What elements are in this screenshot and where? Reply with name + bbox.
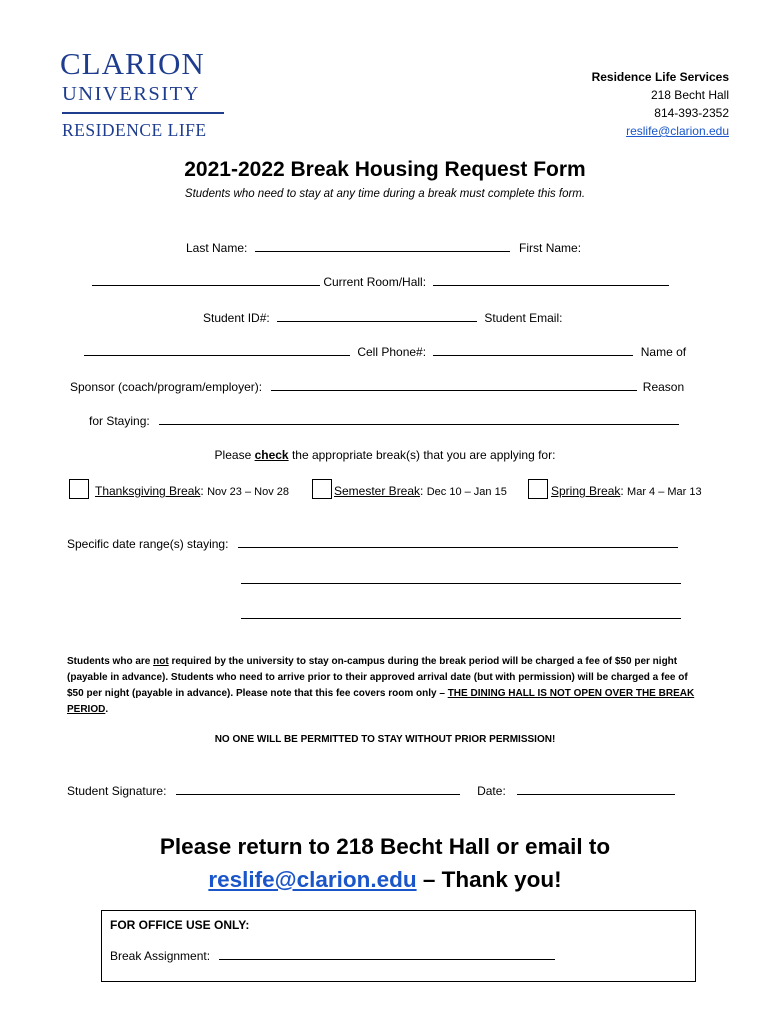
sponsor-field[interactable] <box>271 379 637 391</box>
last-name-row <box>186 240 581 255</box>
form-title: 2021-2022 Break Housing Request Form <box>184 158 586 181</box>
break-assignment-label: Break Assignment: <box>110 949 211 963</box>
date-label: Date: <box>477 784 506 798</box>
notice-text-1: Students who are <box>67 656 154 667</box>
fee-notice <box>67 654 707 718</box>
student-id-field[interactable] <box>277 310 477 322</box>
signature-field[interactable] <box>176 783 460 795</box>
current-room-label: Current Room/Hall: <box>323 275 427 289</box>
break-assignment-field[interactable] <box>219 948 555 960</box>
signature-row <box>67 783 675 798</box>
contact-email-link[interactable]: reslife@clarion.edu <box>626 124 729 138</box>
last-name-label: Last Name: <box>186 241 248 255</box>
for-staying-label: for Staying: <box>89 414 150 428</box>
spring-option: Spring Break: Mar 4 – Mar 13 <box>551 484 702 498</box>
current-room-field[interactable] <box>433 274 669 286</box>
last-name-field[interactable] <box>255 240 510 252</box>
date-range-row <box>67 536 678 551</box>
return-email-link[interactable]: reslife@clarion.edu <box>208 867 417 892</box>
name-of-label: Name of <box>640 345 687 359</box>
logo-divider <box>62 112 224 114</box>
thanksgiving-label: Thanksgiving Break <box>95 484 201 498</box>
sponsor-label: Sponsor (coach/program/employer): <box>70 380 263 394</box>
thanksgiving-checkbox[interactable] <box>69 479 89 499</box>
date-range-field-3[interactable] <box>241 607 681 619</box>
break-instruction <box>0 448 770 462</box>
return-instructions: Please return to 218 Becht Hall or email to <box>159 834 611 859</box>
thanksgiving-option: Thanksgiving Break: Nov 23 – Nov 28 <box>95 484 289 498</box>
cell-phone-field[interactable] <box>433 344 633 356</box>
thank-you-text: – Thank you! <box>416 867 562 892</box>
student-email-field[interactable] <box>84 344 350 356</box>
date-range-field-2[interactable] <box>241 572 681 584</box>
logo-clarion: CLARION <box>60 46 205 81</box>
date-field[interactable] <box>517 783 675 795</box>
break-assignment-row <box>110 948 555 963</box>
thanksgiving-dates: Nov 23 – Nov 28 <box>207 486 289 498</box>
semester-dates: Dec 10 – Jan 15 <box>426 486 507 498</box>
notice-dining: THE DINING HALL IS NOT OPEN OVER THE BREAK PERIOD <box>67 688 695 715</box>
contact-phone: 814-393-2352 <box>654 106 729 120</box>
instruction-emphasis: check <box>254 448 289 462</box>
signature-label: Student Signature: <box>67 784 167 798</box>
student-id-row <box>203 310 562 325</box>
sponsor-row <box>70 379 684 394</box>
semester-label: Semester Break <box>334 484 421 498</box>
reason-field[interactable] <box>159 413 679 425</box>
reason-label: Reason <box>642 380 685 394</box>
instruction-text-before: Please <box>214 448 255 462</box>
return-email-line <box>0 867 770 893</box>
spring-label: Spring Break <box>551 484 621 498</box>
spring-dates: Mar 4 – Mar 13 <box>627 486 702 498</box>
logo-residence-life: RESIDENCE LIFE <box>62 120 207 140</box>
spring-checkbox[interactable] <box>528 479 548 499</box>
notice-text-3: . <box>105 704 109 715</box>
office-use-box <box>101 910 696 982</box>
cell-phone-row <box>84 344 686 359</box>
contact-address: 218 Becht Hall <box>650 88 729 102</box>
instruction-text-after: the appropriate break(s) that you are applying for: <box>288 448 556 462</box>
room-row <box>92 274 669 289</box>
notice-not: not <box>153 656 169 667</box>
student-email-label: Student Email: <box>484 311 563 325</box>
office-use-title: FOR OFFICE USE ONLY: <box>110 918 250 932</box>
notice-text-2: required by the university to stay on-campus during the break period will be charged a fee of $50 per night (payable in advance). Students who need to arrive prior to their approved arrival date (but with permission) will be charged a fee of $50 per night (payable in advance). Please note that this fee covers room only – <box>67 656 688 699</box>
first-name-field[interactable] <box>92 274 320 286</box>
form-subtitle: Students who need to stay at any time during a break must complete this form. <box>184 188 586 200</box>
permission-warning: NO ONE WILL BE PERMITTED TO STAY WITHOUT PRIOR PERMISSION! <box>214 734 556 745</box>
date-range-label: Specific date range(s) staying: <box>67 537 229 551</box>
student-id-label: Student ID#: <box>203 311 270 325</box>
first-name-label: First Name: <box>519 241 582 255</box>
cell-phone-label: Cell Phone#: <box>357 345 427 359</box>
contact-office: Residence Life Services <box>591 70 729 84</box>
for-staying-row <box>89 413 679 428</box>
date-range-field-1[interactable] <box>238 536 678 548</box>
logo-university: UNIVERSITY <box>62 83 200 105</box>
semester-checkbox[interactable] <box>312 479 332 499</box>
semester-option: Semester Break: Dec 10 – Jan 15 <box>334 484 507 498</box>
